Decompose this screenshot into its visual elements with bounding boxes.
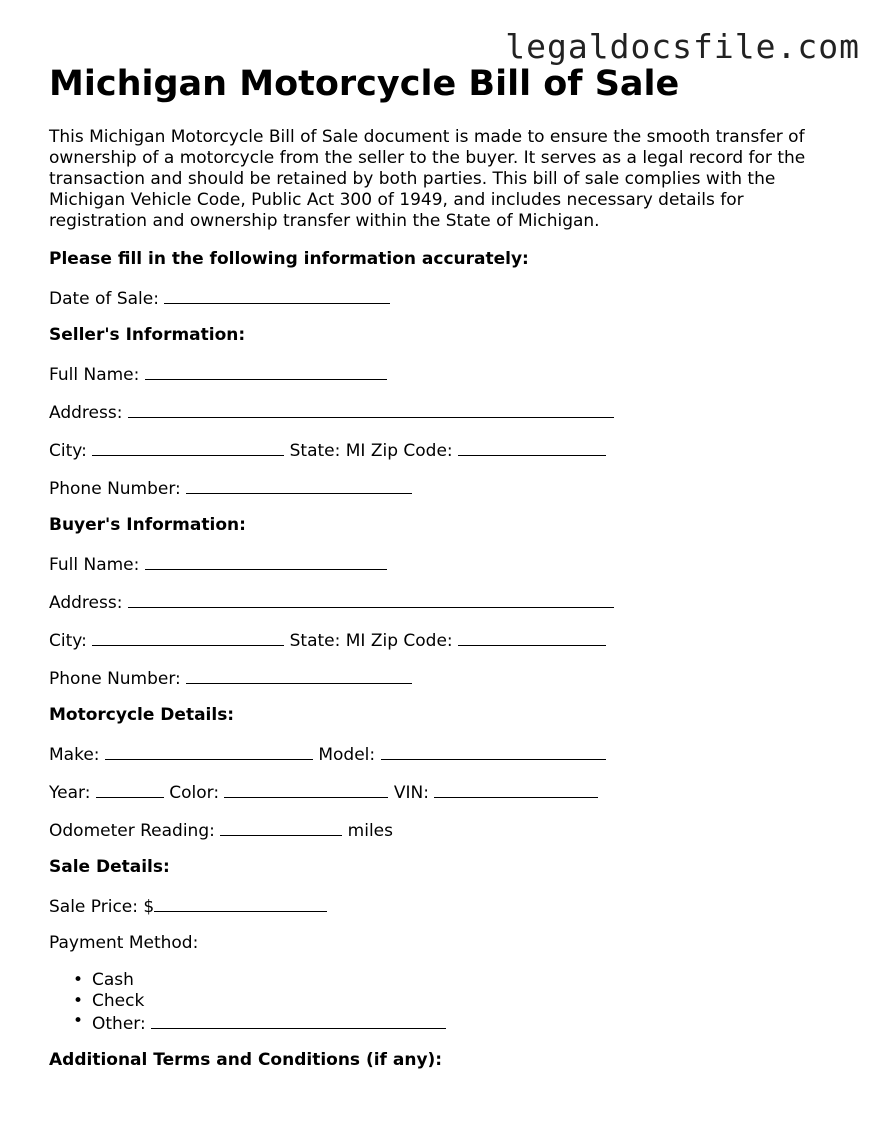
seller-phone-label: Phone Number: <box>49 479 181 499</box>
buyer-address-label: Address: <box>49 593 123 613</box>
payment-option-cash <box>49 970 446 991</box>
seller-phone-field[interactable] <box>186 476 412 494</box>
model-field[interactable] <box>381 742 606 760</box>
payment-other-field[interactable] <box>151 1011 446 1029</box>
terms-heading: Additional Terms and Conditions (if any): <box>49 1050 443 1070</box>
seller-full-name-field[interactable] <box>145 362 387 380</box>
color-field[interactable] <box>224 780 388 798</box>
odometer-field[interactable] <box>220 818 342 836</box>
seller-city-field[interactable] <box>92 438 284 456</box>
year-field[interactable] <box>96 780 164 798</box>
seller-heading: Seller's Information: <box>49 325 246 345</box>
seller-full-name-label: Full Name: <box>49 365 140 385</box>
payment-option-label: Other: <box>92 1014 146 1034</box>
odometer-unit: miles <box>347 821 393 841</box>
model-label: Model: <box>318 745 376 765</box>
buyer-address-row <box>49 590 614 614</box>
buyer-full-name-row <box>49 552 387 576</box>
buyer-zip-field[interactable] <box>458 628 606 646</box>
buyer-phone-field[interactable] <box>186 666 412 684</box>
seller-full-name-row <box>49 362 387 386</box>
color-label: Color: <box>169 783 220 803</box>
seller-city-row <box>49 438 606 462</box>
payment-option-label: Check <box>92 990 145 1011</box>
intro-paragraph: This Michigan Motorcycle Bill of Sale document is made to ensure the smooth transfer of ownership of a motorcycle from the seller to the buyer. It serves as a legal record for the transaction and should be retained by both parties. This bill of sale complies with the Michigan Vehicle Code, Public Act 300 of 1949, and includes necessary details for registration and ownership transfer within the State of Michigan. <box>49 127 806 231</box>
seller-address-row <box>49 400 614 424</box>
document-title: Michigan Motorcycle Bill of Sale <box>49 64 680 104</box>
date-of-sale-row <box>49 286 390 310</box>
make-label: Make: <box>49 745 100 765</box>
buyer-full-name-label: Full Name: <box>49 555 140 575</box>
buyer-address-field[interactable] <box>128 590 614 608</box>
payment-option-label: Cash <box>92 970 134 990</box>
year-label: Year: <box>49 783 91 803</box>
year-color-vin-row <box>49 780 598 804</box>
buyer-zip-label: Zip Code: <box>370 631 453 651</box>
sale-price-label: Sale Price: $ <box>49 897 155 917</box>
buyer-phone-label: Phone Number: <box>49 669 181 689</box>
vin-field[interactable] <box>434 780 598 798</box>
sale-price-row <box>49 894 327 918</box>
payment-option-other <box>49 1011 446 1035</box>
seller-phone-row <box>49 476 412 500</box>
payment-method-label: Payment Method: <box>49 933 199 953</box>
seller-address-label: Address: <box>49 403 123 423</box>
buyer-phone-row <box>49 666 412 690</box>
make-field[interactable] <box>105 742 313 760</box>
instruction-heading: Please fill in the following information accurately: <box>49 249 529 269</box>
watermark: legaldocsfile.com <box>505 27 860 66</box>
vin-label: VIN: <box>393 783 429 803</box>
buyer-city-field[interactable] <box>92 628 284 646</box>
odometer-label: Odometer Reading: <box>49 821 215 841</box>
buyer-heading: Buyer's Information: <box>49 515 246 535</box>
make-model-row <box>49 742 606 766</box>
seller-state-label: State: MI <box>289 441 366 461</box>
buyer-state-label: State: MI <box>289 631 366 651</box>
buyer-city-label: City: <box>49 631 87 651</box>
seller-address-field[interactable] <box>128 400 614 418</box>
odometer-row <box>49 818 393 842</box>
seller-city-label: City: <box>49 441 87 461</box>
seller-zip-label: Zip Code: <box>370 441 453 461</box>
date-of-sale-field[interactable] <box>164 286 390 304</box>
buyer-full-name-field[interactable] <box>145 552 387 570</box>
motorcycle-heading: Motorcycle Details: <box>49 705 235 725</box>
payment-option-check <box>49 991 446 1012</box>
seller-zip-field[interactable] <box>458 438 606 456</box>
buyer-city-row <box>49 628 606 652</box>
sale-price-field[interactable] <box>154 894 327 912</box>
date-of-sale-label: Date of Sale: <box>49 289 159 309</box>
sale-heading: Sale Details: <box>49 857 170 877</box>
payment-method-list <box>49 970 446 1035</box>
